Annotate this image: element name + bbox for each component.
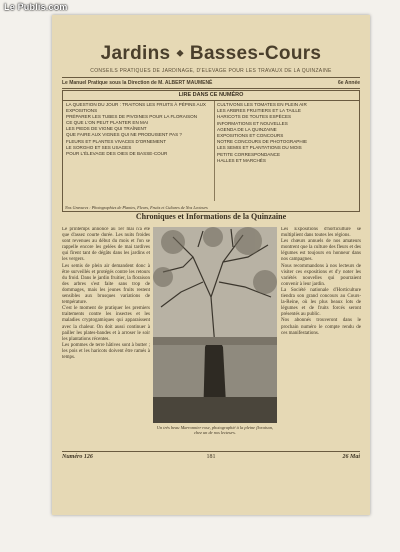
toc-entry: LES SEMIS ET PLANTATIONS DU MOIS	[217, 145, 302, 151]
edition-year: 6e Année	[337, 80, 360, 86]
toc-entry: LA QUESTION DU JOUR : TRAITONS LES FRUITS À PÉPINS AUX EXPOSITIONS	[66, 102, 206, 113]
toc-heading: LIRE DANS CE NUMÉRO	[63, 91, 359, 101]
toc-left-column	[66, 102, 212, 157]
site-watermark: Le Publis.com	[4, 2, 68, 12]
issue-date: 26 Mai	[342, 454, 360, 460]
toc-entry: PETITE CORRESPONDANCE	[217, 151, 281, 157]
toc-right-column	[217, 102, 362, 164]
toc-entry: HARICOTS DE TOUTES ESPÈCES	[217, 114, 292, 120]
article-heading: Chroniques et Informations de la Quinzaine	[135, 212, 287, 221]
toc-entry: PRÉPARER LES TUBES DE PIVOINES POUR LA FLORAISON	[66, 113, 198, 119]
article-paragraph: Le printemps annoncé au 1er mai n'a été que d'assez courte durée. Les nuits froides sont revenues au début du mois et l'on se rappelle encore les gelées de mai tardives qui firent tant de dégâts dans les jardins et les vergers.	[62, 227, 150, 263]
page-number: 181	[206, 454, 216, 460]
toc-credits: Nos Gravures : Photographies de Plantes, Fleurs, Fruits et Cultures de Nos Lecteurs	[65, 205, 208, 210]
toc-divider	[214, 101, 215, 201]
toc-entry: HALLES ET MARCHÉS	[217, 157, 266, 163]
article-paragraph: C'est le moment de pratiquer les premiers traitements contre les insectes et les maladies cryptogamiques qui apparaissent avec la chaleur. On doit aussi continuer à pailler les plates-bandes et à arroser le soir les plantations récentes.	[62, 306, 150, 342]
ampersand-ornament-icon: ❖	[175, 48, 185, 59]
toc-entry: QUE FAIRE AUX VIGNES QUI NE PRODUISENT PAS ?	[66, 132, 182, 138]
toc-entry: EXPOSITIONS ET CONCOURS	[217, 132, 284, 138]
article-right-column	[281, 227, 361, 437]
article-paragraph: Les chœurs annuels de nos amateurs montrent que la culture des fleurs et des légumes est toujours en honneur dans nos campagnes.	[281, 239, 361, 263]
photo-caption: Un très beau Marronnier rose, photographié à la pleine floraison, chez un de nos lecteurs.	[156, 425, 274, 435]
toc-entry: LES ARBRES FRUITIERS ET LA TAILLE	[217, 108, 301, 114]
table-of-contents	[62, 90, 360, 212]
article-paragraph: Les pommes de terre hâtives sont à butter ; les pois et les haricots doivent être ramés à temps.	[62, 342, 150, 360]
tree-photo-illustration	[153, 227, 277, 423]
article-paragraph: Les semis de plein air demandent donc à être surveillés et protégés contre les retours du froid. Dans le jardin fruitier, la floraison des arbres s'est faite sans trop de dommages, mais les jeunes fruits restent sensibles aux brusques variations de température.	[62, 263, 150, 306]
toc-entry: POUR L'ÉLEVAGE DES OIES DE BASSE-COUR	[66, 150, 168, 156]
issue-number: Numéro 126	[62, 454, 93, 460]
title-right: Basses-Cours	[189, 43, 322, 64]
toc-entry: INFORMATIONS ET NOUVELLES	[217, 120, 288, 126]
title-left: Jardins	[100, 43, 171, 64]
toc-entry: CULTIVONS LES TOMATES EN PLEIN AIR	[217, 102, 307, 107]
toc-entry: LES PIEDS DE VIGNE QUI TRAÎNENT	[66, 126, 147, 132]
article-paragraph: Nos abonnés trouveront dans le prochain numéro le compte rendu de ces manifestations.	[281, 318, 361, 336]
toc-entry: FLEURS ET PLANTES VIVACES D'ORNEMENT	[66, 138, 167, 144]
page-footer	[62, 451, 360, 462]
editor-name: Le Manuel Pratique sous la Direction de M. ALBERT MAUMENÉ	[62, 80, 213, 86]
toc-entry: LE SORGHO ET SES USAGES	[66, 144, 132, 150]
article-paragraph: Nous recommandons à nos lecteurs de visiter ces expositions et d'y noter les variétés nouvelles qui pourraient convenir à leur jardin.	[281, 263, 361, 287]
article-paragraph: Les Expositions d'horticulture se multiplient dans toutes les régions.	[281, 227, 361, 239]
toc-entry: NOTRE CONCOURS DE PHOTOGRAPHIE	[217, 139, 308, 145]
tree-photo	[153, 227, 277, 423]
masthead-subtitle: CONSEILS PRATIQUES DE JARDINAGE, D'ÉLEVAGE POUR LES TRAVAUX DE LA QUINZAINE	[90, 68, 332, 74]
masthead-title	[52, 43, 370, 65]
toc-entry: AGENDA DE LA QUINZAINE	[217, 126, 277, 132]
toc-entry: CE QUE L'ON PEUT PLANTER EN MAI	[66, 119, 149, 125]
article-left-column	[62, 227, 150, 437]
magazine-page	[52, 15, 370, 515]
editor-line	[62, 77, 360, 89]
article-paragraph: La Société nationale d'Horticulture tiendra son grand concours au Cours-la-Reine, où les plus beaux lots de légumes et de fruits forcés seront présentés au public.	[281, 287, 361, 318]
